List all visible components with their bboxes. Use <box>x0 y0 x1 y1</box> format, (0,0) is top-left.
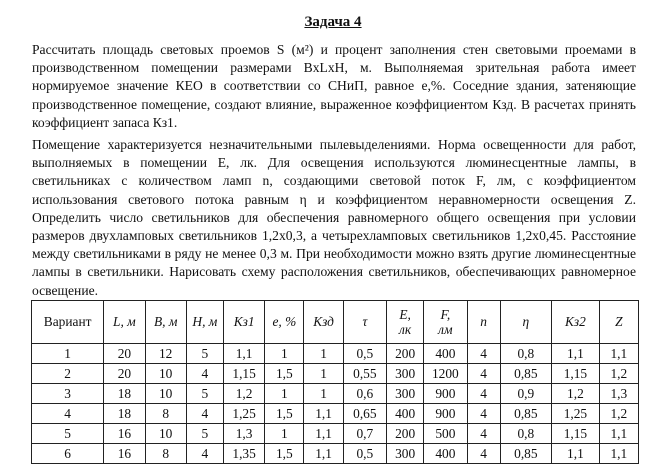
table-cell: 400 <box>424 444 467 464</box>
table-cell: 1200 <box>424 364 467 384</box>
table-cell: 1,1 <box>552 444 599 464</box>
table-cell: 4 <box>467 384 500 404</box>
table-cell: 1,15 <box>223 364 264 384</box>
table-cell: 1,1 <box>599 444 638 464</box>
table-cell: 1,2 <box>599 364 638 384</box>
table-cell: 4 <box>467 424 500 444</box>
table-cell: 8 <box>145 444 186 464</box>
table-cell: 3 <box>32 384 104 404</box>
header-illuminance <box>387 301 424 344</box>
table-cell: 5 <box>32 424 104 444</box>
table-cell: 10 <box>145 364 186 384</box>
table-cell: 1,2 <box>599 404 638 424</box>
table-cell: 0,85 <box>500 444 552 464</box>
paragraph-lighting: Помещение характеризуется незначительными пылевыделениями. Норма освещенности для работ, выполняемых в помещении E, лк. Для освещения используются люминесцентные лампы, в светильниках с количеством ламп n, создающими световой поток F, лм, с коэффициентом использования светового потока равным η и коэффициентом неравномерности освещения Z. Определить число светильников для обеспечения равномерного общего освещения при условии размеров двухламповых светильников 1,2х0,3, а четырехламповых светильников 1,2х0,45. Расстояние между светильниками в ряду не менее 0,3 м. При необходимости можно взять другие люминесцентные лампы в светильники. Нарисовать схему расположения светильников, обеспечивающих равномерное освещение. <box>32 137 636 298</box>
table-cell: 200 <box>387 424 424 444</box>
table-cell: 20 <box>104 344 145 364</box>
table-row <box>32 424 639 444</box>
table-cell: 200 <box>387 344 424 364</box>
table-cell: 400 <box>387 404 424 424</box>
header-height: H, м <box>186 301 223 344</box>
table-cell: 0,9 <box>500 384 552 404</box>
table-cell: 900 <box>424 404 467 424</box>
table-cell: 500 <box>424 424 467 444</box>
table-cell: 4 <box>186 404 223 424</box>
table-cell: 1,3 <box>599 384 638 404</box>
header-eta: η <box>500 301 552 344</box>
table-cell: 5 <box>186 344 223 364</box>
table-cell: 4 <box>467 404 500 424</box>
table-row <box>32 364 639 384</box>
table-cell: 1,1 <box>599 344 638 364</box>
paragraph-window-area: Рассчитать площадь световых проемов S (м²) и процент заполнения стен световыми проемами в производственном помещении размерами BxLxH, м. Выполняемая зрительная работа имеет нормируемое значение КЕО в соответствии со СНиП, равное е,%. Соседние здания, затеняющие производственное помещение, создают влияние, выраженное коэффициентом Кзд. В расчетах принять коэффициент запаса Кз1. <box>32 42 636 130</box>
table-cell: 1,3 <box>223 424 264 444</box>
table-cell: 0,55 <box>343 364 386 384</box>
table-row <box>32 384 639 404</box>
table-cell: 0,7 <box>343 424 386 444</box>
header-illuminance-unit: лк <box>399 322 412 337</box>
table-cell: 1,5 <box>265 444 304 464</box>
header-length: L, м <box>104 301 145 344</box>
task-title: Задача 4 <box>304 14 362 30</box>
table-cell: 0,65 <box>343 404 386 424</box>
table-cell: 1,1 <box>599 424 638 444</box>
header-z: Z <box>599 301 638 344</box>
table-header-row <box>32 301 639 344</box>
table-cell: 1,1 <box>304 404 343 424</box>
table-cell: 1 <box>304 364 343 384</box>
table-cell: 18 <box>104 404 145 424</box>
table-cell: 8 <box>145 404 186 424</box>
table-cell: 1 <box>304 384 343 404</box>
table-cell: 0,85 <box>500 364 552 384</box>
table-cell: 1,2 <box>223 384 264 404</box>
table-cell: 0,85 <box>500 404 552 424</box>
table-cell: 0,5 <box>343 444 386 464</box>
table-cell: 1,25 <box>223 404 264 424</box>
table-cell: 1,5 <box>265 404 304 424</box>
table-cell: 900 <box>424 384 467 404</box>
table-cell: 4 <box>467 364 500 384</box>
table-cell: 4 <box>467 444 500 464</box>
header-variant: Вариант <box>32 301 104 344</box>
header-flux-symbol: F, <box>440 307 451 322</box>
table-cell: 6 <box>32 444 104 464</box>
header-tau: τ <box>343 301 386 344</box>
table-row <box>32 344 639 364</box>
table-cell: 20 <box>104 364 145 384</box>
table-cell: 1,1 <box>552 344 599 364</box>
table-cell: 0,8 <box>500 344 552 364</box>
header-lamp-count: n <box>467 301 500 344</box>
table-cell: 2 <box>32 364 104 384</box>
header-illuminance-symbol: E, <box>399 307 411 322</box>
table-cell: 4 <box>186 444 223 464</box>
table-cell: 4 <box>186 364 223 384</box>
table-cell: 4 <box>32 404 104 424</box>
table-cell: 5 <box>186 424 223 444</box>
table-row <box>32 444 639 464</box>
table-cell: 1 <box>265 344 304 364</box>
table-cell: 0,8 <box>500 424 552 444</box>
table-cell: 1,15 <box>552 424 599 444</box>
table-cell: 0,6 <box>343 384 386 404</box>
header-flux <box>424 301 467 344</box>
table-cell: 1 <box>265 384 304 404</box>
table-cell: 16 <box>104 424 145 444</box>
table-cell: 10 <box>145 424 186 444</box>
table-cell: 12 <box>145 344 186 364</box>
table-cell: 300 <box>387 364 424 384</box>
table-cell: 1,5 <box>265 364 304 384</box>
table-cell: 1,1 <box>304 424 343 444</box>
header-kz1: Кз1 <box>223 301 264 344</box>
table-cell: 1,1 <box>304 444 343 464</box>
table-cell: 1,25 <box>552 404 599 424</box>
table-cell: 400 <box>424 344 467 364</box>
table-cell: 300 <box>387 384 424 404</box>
table-cell: 1,2 <box>552 384 599 404</box>
table-cell: 0,5 <box>343 344 386 364</box>
table-cell: 1 <box>32 344 104 364</box>
table-cell: 5 <box>186 384 223 404</box>
table-cell: 300 <box>387 444 424 464</box>
table-cell: 1,15 <box>552 364 599 384</box>
table-cell: 4 <box>467 344 500 364</box>
header-kz2: Кз2 <box>552 301 599 344</box>
variants-table <box>31 300 639 464</box>
table-cell: 10 <box>145 384 186 404</box>
header-flux-unit: лм <box>438 322 453 337</box>
table-cell: 1,35 <box>223 444 264 464</box>
table-cell: 1 <box>265 424 304 444</box>
header-kzd: Кзд <box>304 301 343 344</box>
table-cell: 1 <box>304 344 343 364</box>
table-row <box>32 404 639 424</box>
table-cell: 18 <box>104 384 145 404</box>
table-cell: 16 <box>104 444 145 464</box>
header-keo: e, % <box>265 301 304 344</box>
table-cell: 1,1 <box>223 344 264 364</box>
header-width: B, м <box>145 301 186 344</box>
